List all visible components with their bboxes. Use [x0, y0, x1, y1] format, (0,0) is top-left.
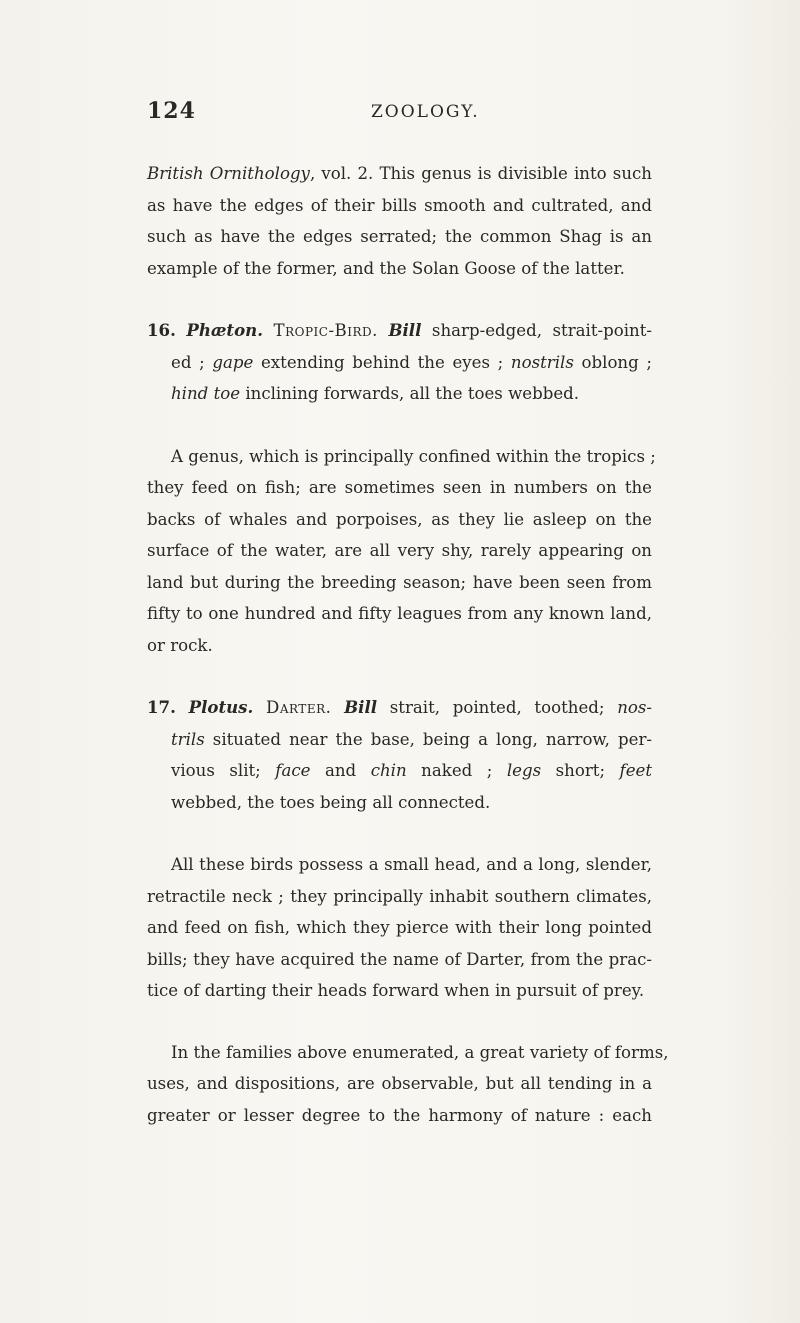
text-line: webbed, the toes being all connected. — [171, 792, 491, 812]
term-label: Bill — [388, 320, 422, 340]
term-label: gape — [212, 352, 254, 372]
term-label: nostrils — [510, 352, 574, 372]
text-line: In the families above enumerated, a great variety of forms, — [171, 1042, 669, 1062]
text-line: land but during the breeding season; have been seen from — [147, 572, 652, 592]
entry-heading: 16. Phæton. Tropic-Bird. Bill sharp-edged, strait-point- — [147, 320, 652, 340]
term-label: chin — [370, 761, 407, 780]
entry-16 — [147, 315, 652, 410]
text-line: such as have the edges serrated; the common Shag is an — [147, 227, 652, 246]
page-header — [147, 98, 652, 128]
paragraph-gap — [147, 661, 652, 692]
entry-heading: 17. Plotus. Darter. Bill strait, pointed, toothed; nos- — [147, 697, 652, 717]
text-line: hind toe inclining forwards, all the toes webbed. — [171, 384, 580, 403]
book-title: British Ornithology — [147, 164, 310, 183]
text-line: vious slit; face and chin naked ; legs short; feet — [171, 761, 652, 780]
text-line: as have the edges of their bills smooth and cultrated, and — [147, 195, 652, 215]
term-label: legs — [506, 761, 542, 780]
common-name: Tropic-Bird. — [273, 321, 378, 340]
text-line: A genus, which is principally confined within the tropics ; — [171, 446, 656, 466]
term-label: Bill — [344, 697, 378, 717]
entry-number: 16. — [147, 320, 176, 340]
genus-name: Phæton. — [186, 320, 263, 340]
term-label: hind toe — [171, 384, 241, 403]
term-label: trils — [171, 729, 205, 749]
text-line: retractile neck ; they principally inhabit southern climates, — [147, 886, 652, 906]
term-label: face — [275, 761, 311, 780]
paragraph-gap — [147, 410, 652, 441]
entry-number: 17. — [147, 697, 176, 717]
text-line: All these birds possess a small head, and a long, slender, — [171, 855, 652, 874]
text-line: ed ; gape extending behind the eyes ; nostrils oblong ; — [171, 352, 652, 372]
body-text — [147, 158, 669, 1131]
intro-paragraph — [147, 158, 652, 284]
paragraph-gap — [147, 1007, 652, 1037]
text-line: example of the former, and the Solan Goose of the latter. — [147, 258, 625, 278]
text-line: surface of the water, are all very shy, rarely appearing on — [147, 541, 652, 560]
genus-name: Plotus. — [188, 697, 254, 717]
term-label: nos- — [617, 698, 652, 717]
text-line: trils situated near the base, being a long, narrow, per- — [171, 729, 652, 749]
text-line: fifty to one hundred and fifty leagues from any known land, — [147, 604, 652, 623]
term-label: feet — [619, 761, 652, 780]
text-line: tice of darting their heads forward when in pursuit of prey. — [147, 981, 645, 1000]
text-line: and feed on fish, which they pierce with their long pointed — [147, 918, 652, 937]
final-paragraph — [147, 1037, 669, 1132]
text-line: greater or lesser degree to the harmony of nature : each — [147, 1105, 652, 1125]
text-line: they feed on fish; are sometimes seen in numbers on the — [147, 478, 652, 497]
text-line: British Ornithology, vol. 2. This genus is divisible into such — [147, 164, 652, 183]
entry-17 — [147, 692, 652, 818]
text-line: backs of whales and porpoises, as they lie asleep on the — [147, 509, 652, 529]
running-head: ZOOLOGY. — [371, 102, 480, 122]
common-name: Darter. — [266, 698, 332, 717]
page-number: 124 — [147, 98, 196, 124]
paragraph-16 — [147, 441, 656, 662]
text-line: bills; they have acquired the name of Darter, from the prac- — [147, 949, 652, 969]
text-line: or rock. — [147, 635, 213, 655]
paragraph-gap — [147, 284, 652, 315]
paragraph-gap — [147, 818, 652, 849]
paragraph-17 — [147, 849, 652, 1007]
text-line: uses, and dispositions, are observable, but all tending in a — [147, 1074, 652, 1093]
